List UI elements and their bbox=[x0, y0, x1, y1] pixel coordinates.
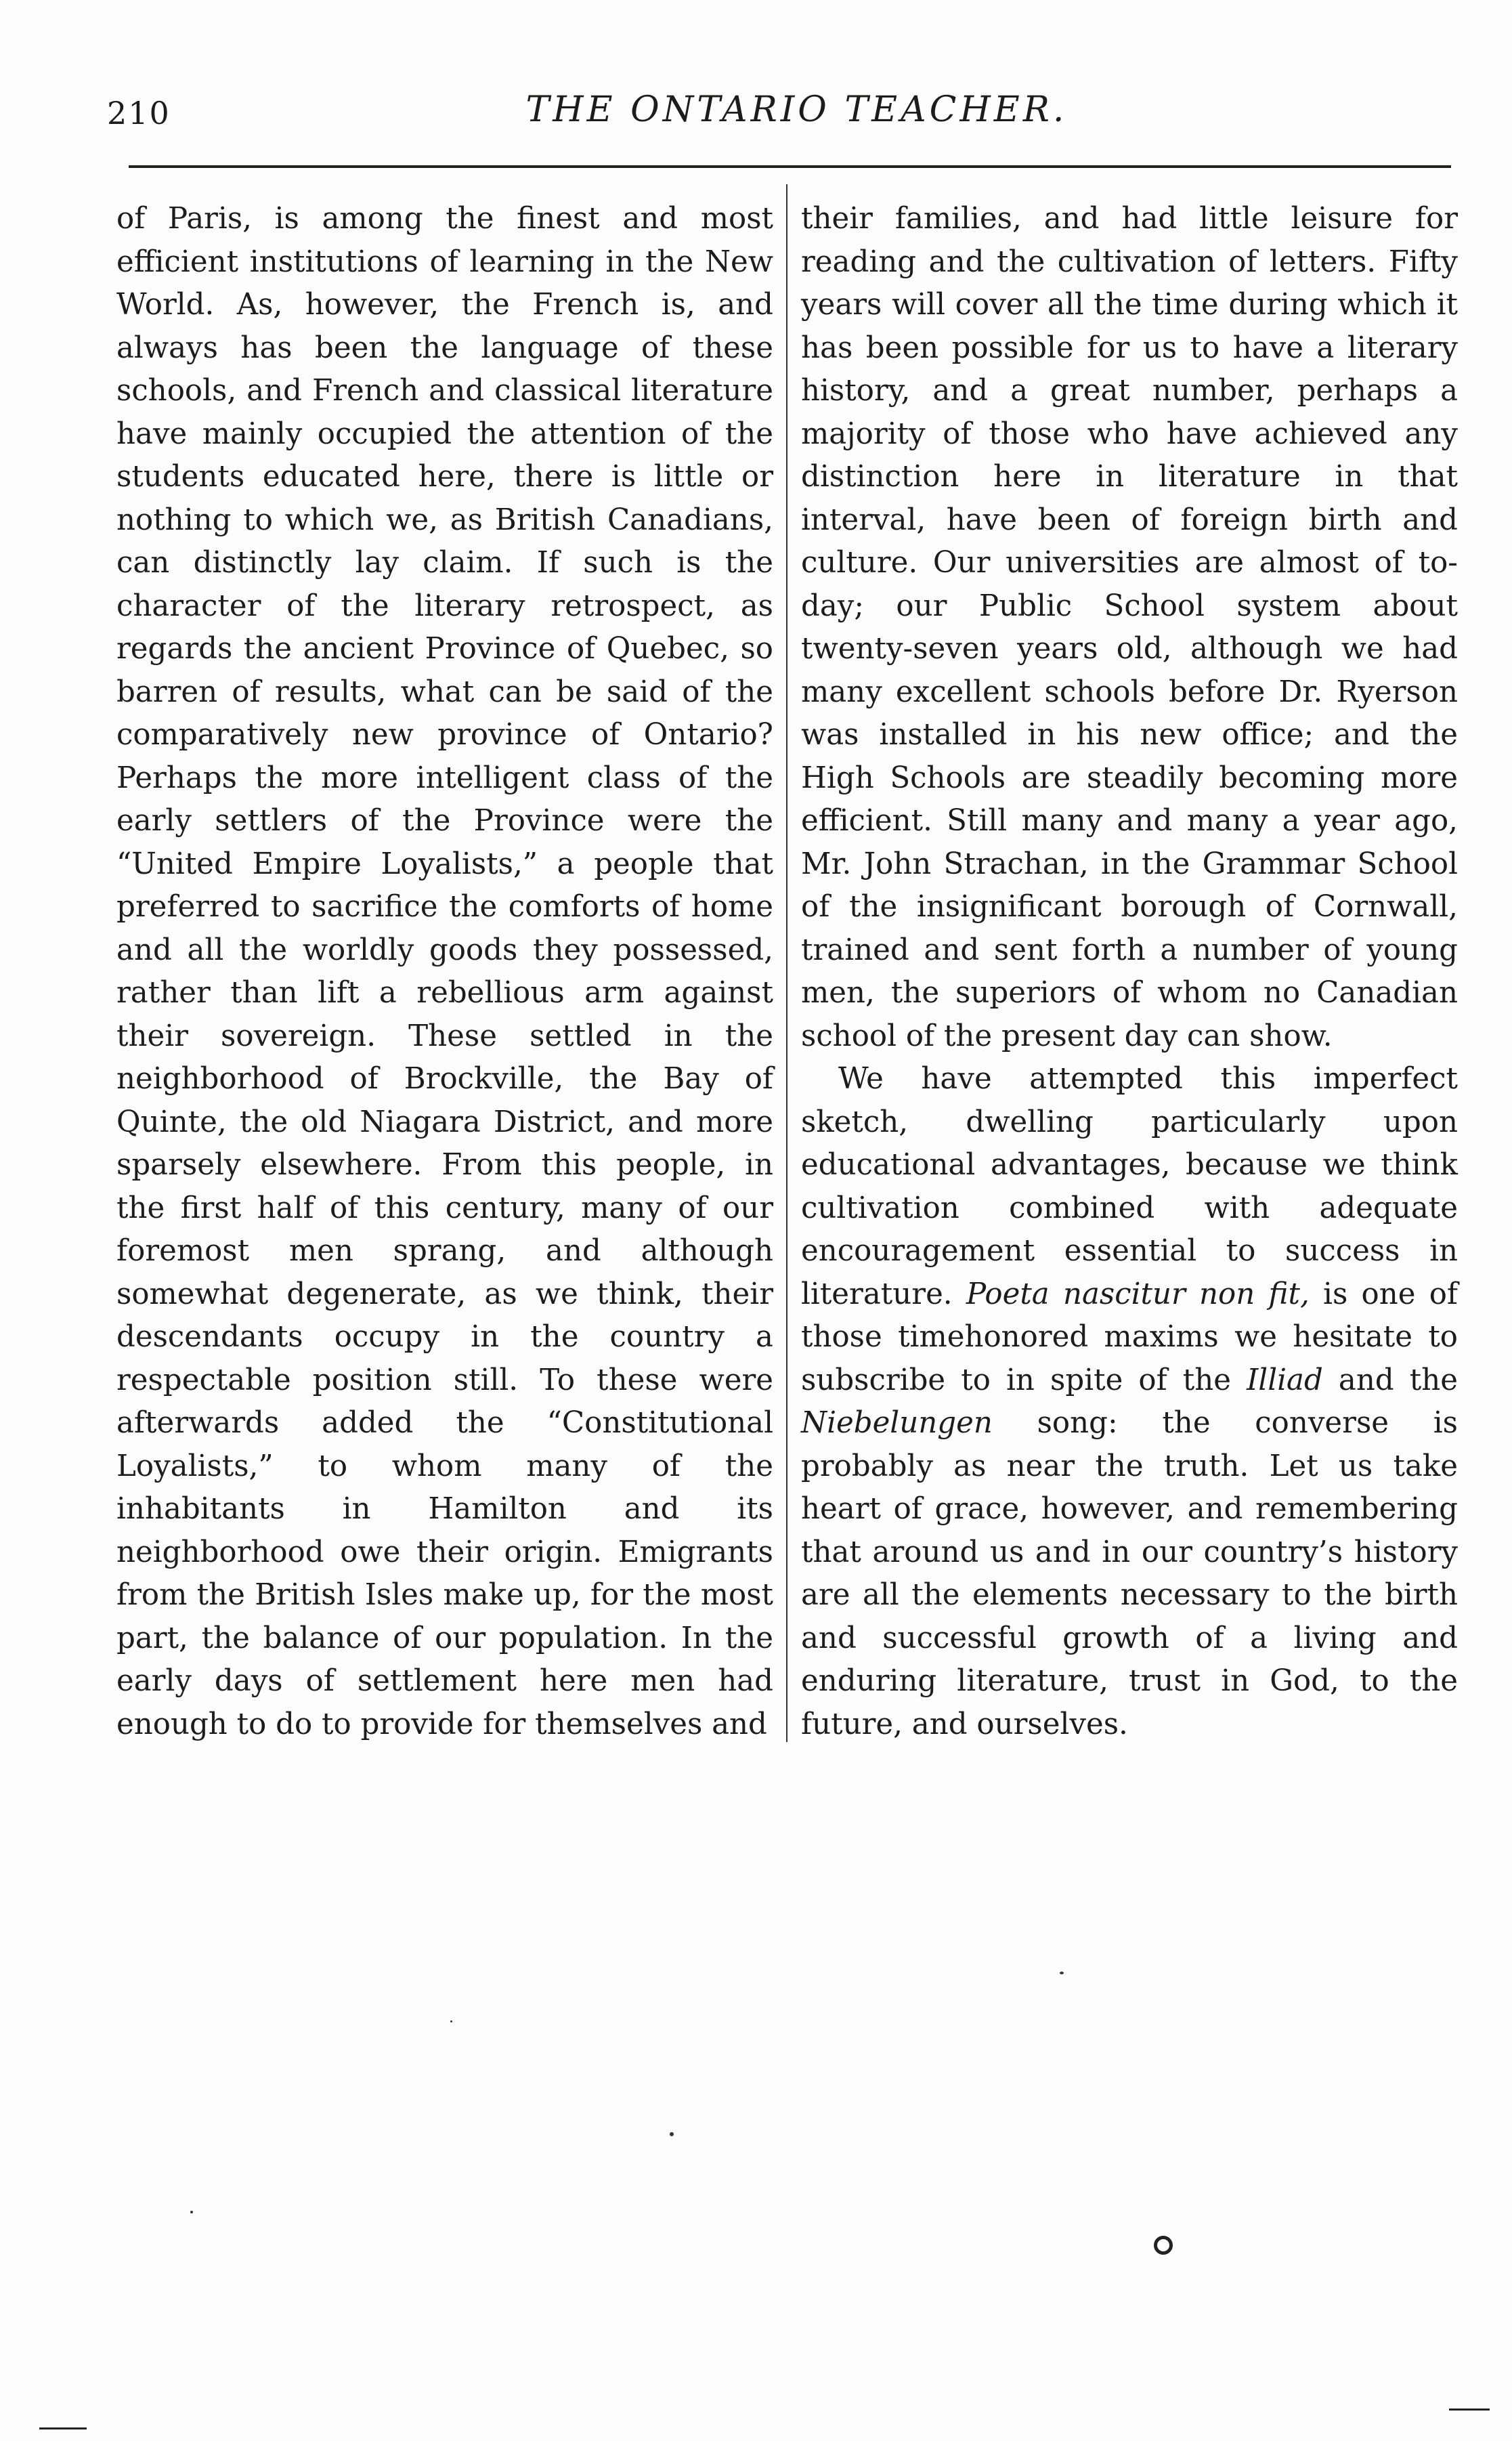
right-column bbox=[801, 198, 1458, 1746]
edge-mark bbox=[39, 2427, 87, 2429]
paragraph-2-text-d: song: the converse is probably as near the truth. Let us take heart of grace, however, and remembering that around us and in our country’s history are all the elements necessary to the birth and successful growth of a living and enduring literature, trust in God, to the future, and ourselves. bbox=[801, 1406, 1458, 1741]
paragraph-2-text-c: and the bbox=[1338, 1363, 1459, 1397]
work-title-niebelungen: Niebelungen bbox=[801, 1406, 993, 1440]
column-divider bbox=[786, 184, 787, 1742]
ornament-icon bbox=[1154, 2236, 1173, 2255]
scan-speck bbox=[670, 2132, 674, 2136]
right-paragraph-1: their families, and had little leisure for reading and the cultivation of letters. Fifty years will cover all the time during which it has been possible for us to have a literary history, and a great number, perhaps a majority of those who have achieved any distinction here in literature in that interval, have been of foreign birth and culture. Our universities are almost of to-day; our Public School system about twenty-seven years old, although we had many excellent schools before Dr. Ryerson was installed in his new office; and the High Schools are steadily becoming more efficient. Still many and many a year ago, Mr. John Strachan, in the Grammar School of the insignificant borough of Cornwall, trained and sent forth a number of young men, the superiors of whom no Canadian school of the present day can show. bbox=[801, 202, 1458, 1053]
scan-speck bbox=[1060, 1972, 1064, 1974]
left-column bbox=[116, 198, 773, 1746]
edge-mark bbox=[1449, 2408, 1490, 2411]
running-head-title: THE ONTARIO TEACHER. bbox=[525, 89, 1068, 130]
paragraph-2-text-b: is one of those timehonored maxims we hesitate to subscribe to in spite of the bbox=[801, 1277, 1458, 1397]
scan-speck bbox=[450, 2020, 452, 2022]
latin-maxim: Poeta nascitur non fit, bbox=[966, 1277, 1310, 1311]
scan-speck bbox=[190, 2211, 193, 2213]
left-paragraph: of Paris, is among the finest and most efficient institutions of learning in the New World. As, however, the French is, and always has been the language of these schools, and French and classical literature have mainly occupied the attention of the students educated here, there is little or nothing to which we, as British Canadians, can distinctly lay claim. If such is the character of the literary retrospect, as regards the ancient Province of Quebec, so barren of results, what can be said of the comparatively new province of Ontario? Perhaps the more intelligent class of the early settlers of the Province were the “United Empire Loyalists,” a people that preferred to sacrifice the comforts of home and all the worldly goods they possessed, rather than lift a rebellious arm against their sovereign. These settled in the neighborhood of Brockville, the Bay of Quinte, the old Niagara District, and more sparsely elsewhere. From this people, in the first half of this century, many of our foremost men sprang, and although somewhat degenerate, as we think, their descendants occupy in the country a respectable position still. To these were afterwards added the “Constitutional Loyalists,” to whom many of the inhabitants in Hamilton and its neighborhood owe their origin. Emigrants from the British Isles make up, for the most part, the balance of our population. In the early days of settlement here men had enough to do to provide for themselves and bbox=[116, 202, 773, 1741]
work-title-illiad: Illiad bbox=[1247, 1363, 1323, 1397]
paragraph-2-text-a: We have attempted this imperfect sketch, dwelling particularly upon educational advantages, because we think cultivation combined with adequate encouragement essential to success in literature. bbox=[801, 1062, 1458, 1311]
header-rule bbox=[129, 165, 1451, 168]
right-paragraph-2 bbox=[801, 1058, 1458, 1746]
page-number: 210 bbox=[107, 95, 171, 131]
